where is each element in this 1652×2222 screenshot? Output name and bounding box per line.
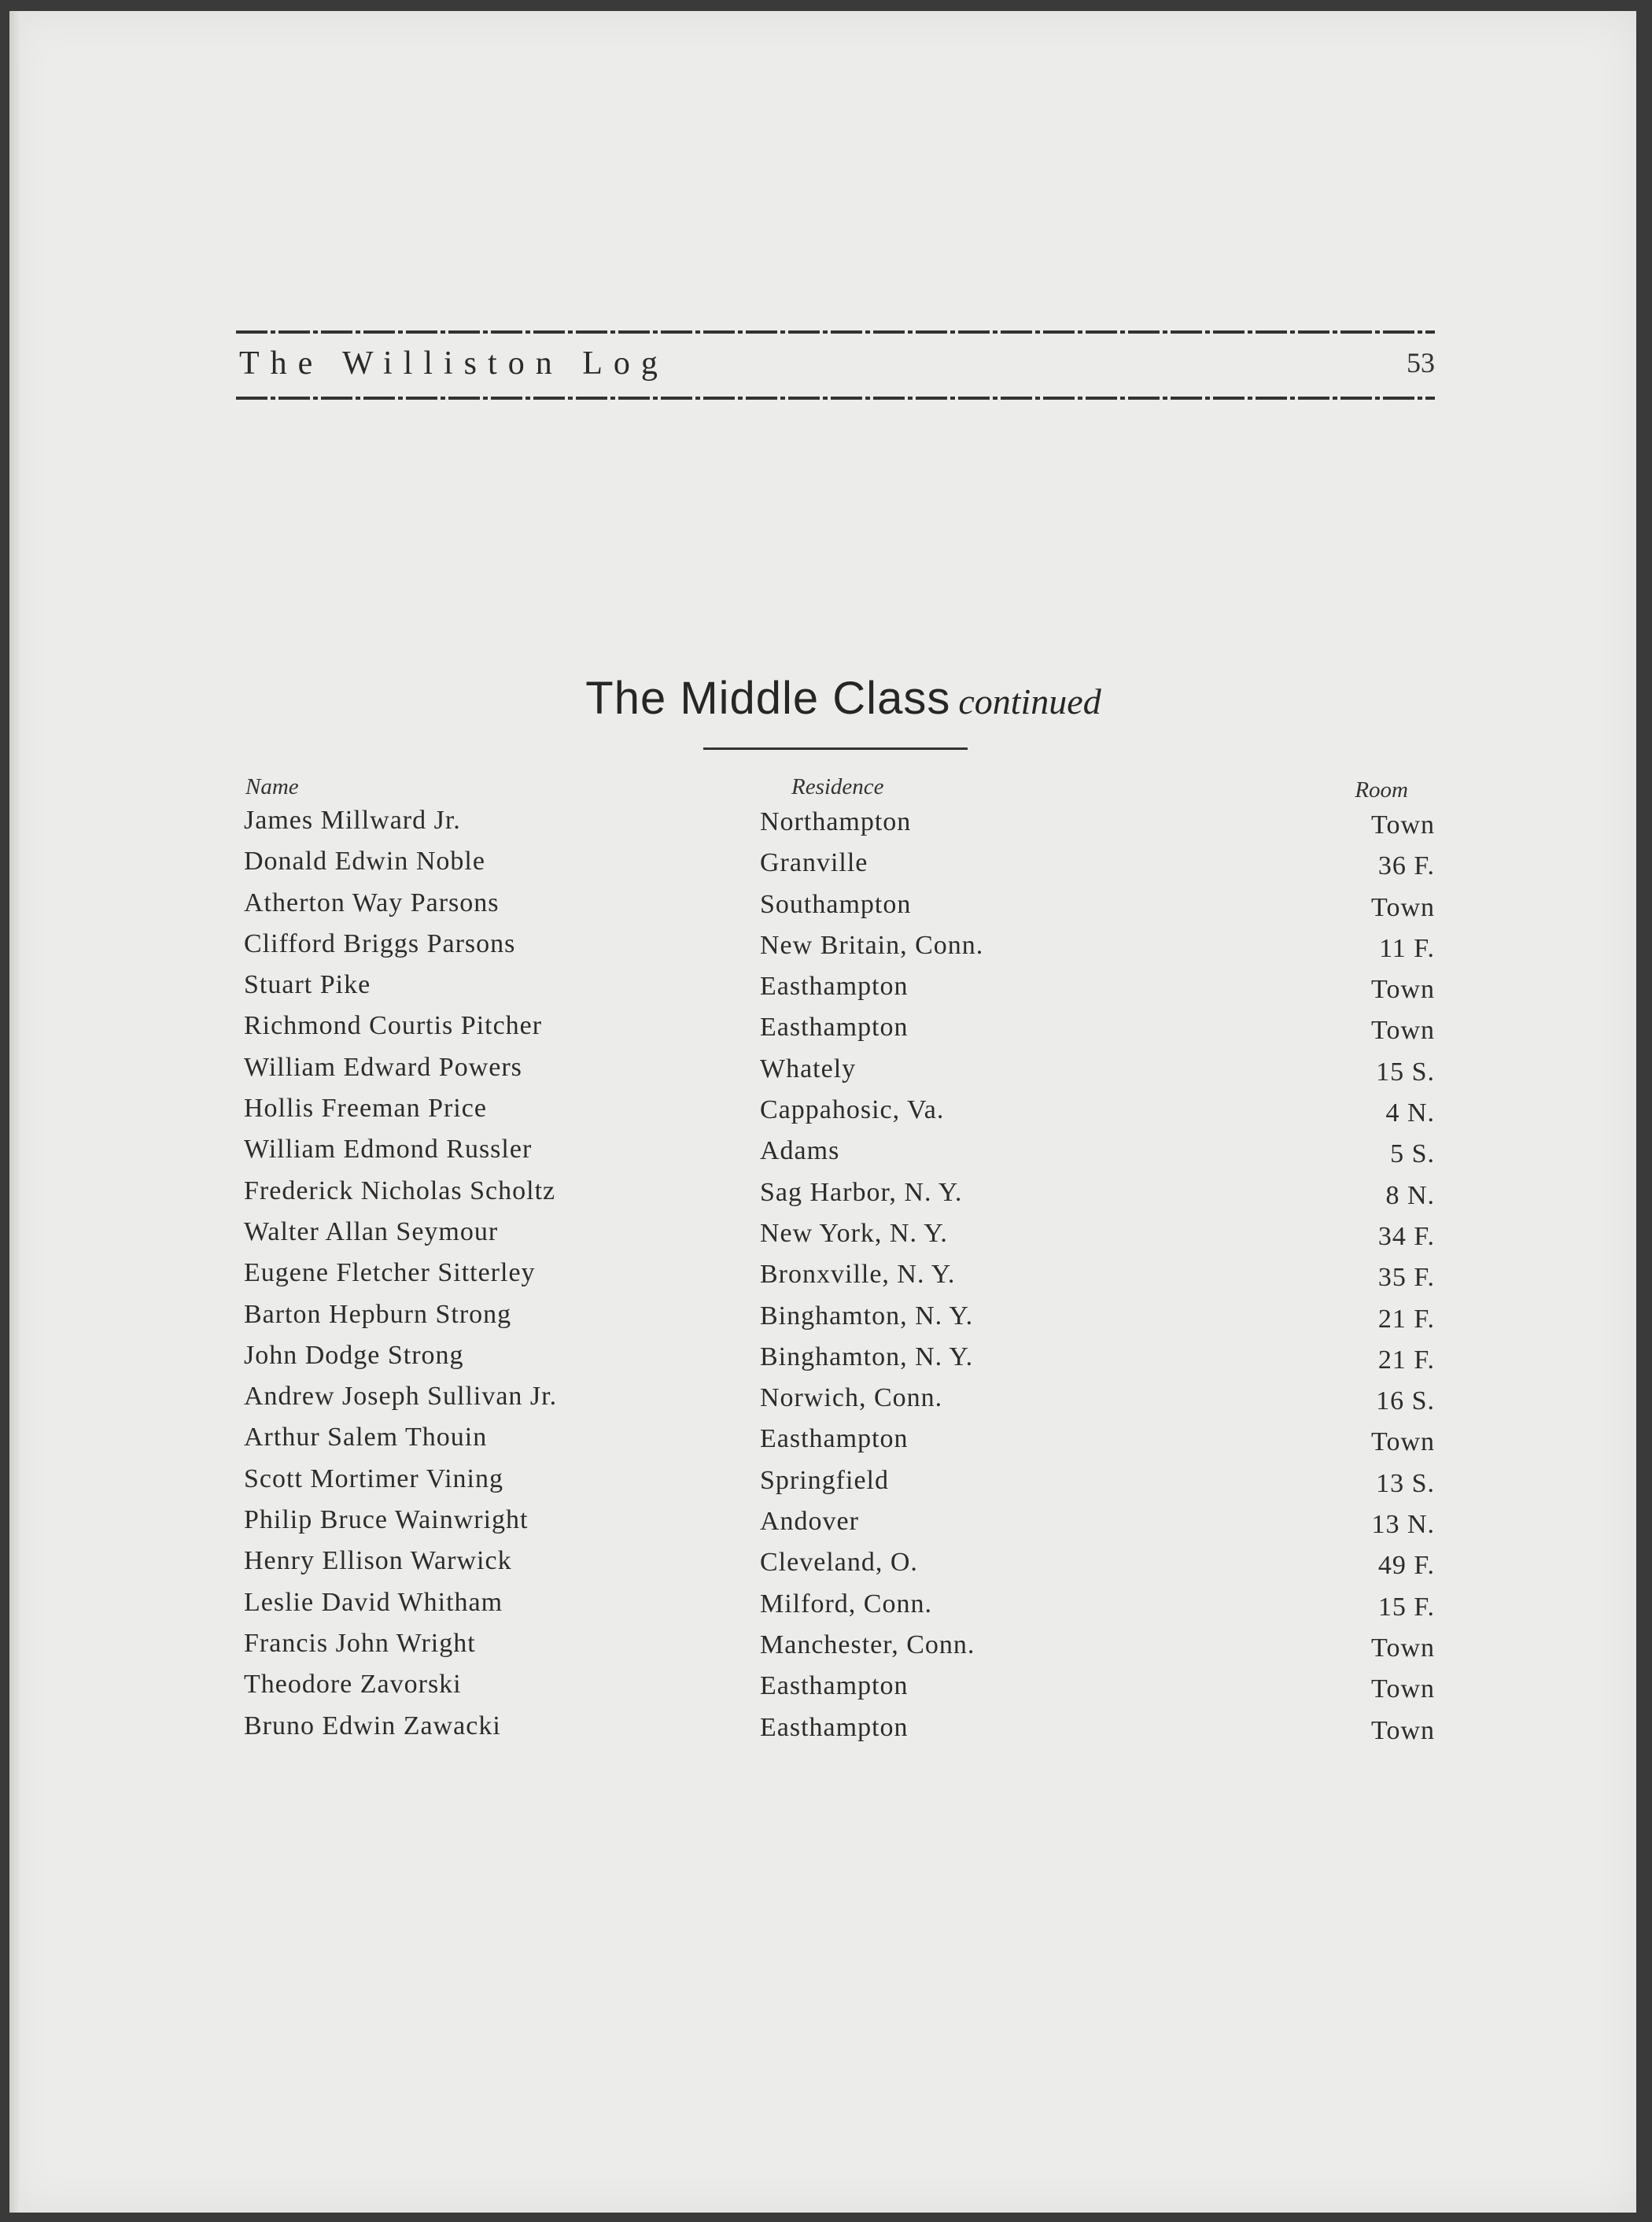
student-room: Town <box>1371 810 1435 840</box>
student-name: Richmond Courtis Pitcher <box>244 1011 543 1041</box>
student-name: Donald Edwin Noble <box>244 847 485 877</box>
section-title <box>544 672 1142 725</box>
student-room: 21 F. <box>1377 1304 1435 1334</box>
student-residence: New Britain, Conn. <box>760 930 984 960</box>
student-residence: Easthampton <box>760 1671 909 1701</box>
roster-row <box>244 1006 1440 1047</box>
roster-row <box>244 1541 1440 1582</box>
student-name: Theodore Zavorski <box>244 1670 462 1700</box>
roster-row <box>244 1172 1440 1213</box>
student-room: Town <box>1371 1674 1435 1704</box>
student-room: 11 F. <box>1379 933 1435 963</box>
section-title-main: The Middle Class <box>585 673 951 724</box>
student-residence: Springfield <box>760 1465 889 1495</box>
title-underline <box>703 747 968 750</box>
student-name: William Edward Powers <box>244 1052 522 1082</box>
column-header-residence: Residence <box>791 774 884 799</box>
student-residence: Northampton <box>760 807 912 836</box>
student-name: Atherton Way Parsons <box>244 888 500 917</box>
student-name: Stuart Pike <box>244 970 371 1000</box>
header-rule-top <box>236 330 1435 334</box>
student-room: 13 N. <box>1371 1510 1435 1540</box>
roster-row <box>244 1418 1440 1459</box>
roster-row <box>244 884 1440 925</box>
roster-row <box>244 1295 1440 1336</box>
student-residence: Milford, Conn. <box>760 1589 932 1619</box>
student-room: Town <box>1371 1427 1435 1457</box>
student-residence: Granville <box>760 848 868 878</box>
student-name: Walter Allan Seymour <box>244 1216 499 1246</box>
student-name: Francis John Wright <box>244 1628 476 1658</box>
roster-row <box>244 1048 1440 1089</box>
student-name: Eugene Fletcher Sitterley <box>244 1258 536 1288</box>
student-name: Henry Ellison Warwick <box>244 1546 512 1576</box>
student-name: Arthur Salem Thouin <box>244 1423 488 1452</box>
running-header <box>236 315 1435 408</box>
student-residence: Manchester, Conn. <box>760 1630 975 1659</box>
student-room: Town <box>1371 892 1435 922</box>
page-number: 53 <box>1407 347 1435 378</box>
document-page <box>9 11 1636 2213</box>
student-roster <box>244 801 1440 1748</box>
student-room: 16 S. <box>1376 1386 1435 1416</box>
student-name: Hollis Freeman Price <box>244 1094 487 1124</box>
student-room: Town <box>1371 1715 1435 1745</box>
student-residence: Southampton <box>760 889 912 919</box>
student-room: 5 S. <box>1390 1139 1435 1169</box>
student-room: Town <box>1371 975 1435 1005</box>
student-residence: Adams <box>760 1136 840 1166</box>
student-name: Clifford Briggs Parsons <box>244 928 516 958</box>
student-residence: Easthampton <box>760 1424 909 1454</box>
student-name: Leslie David Whitham <box>244 1587 503 1617</box>
student-name: Scott Mortimer Vining <box>244 1463 503 1493</box>
column-header-name: Name <box>245 774 299 799</box>
student-residence: New York, N. Y. <box>760 1218 948 1248</box>
roster-row <box>244 1253 1440 1294</box>
header-rule-bottom <box>236 397 1435 400</box>
student-residence: Easthampton <box>760 972 909 1002</box>
student-residence: Easthampton <box>760 1712 909 1742</box>
student-room: 34 F. <box>1377 1221 1435 1251</box>
student-room: 36 F. <box>1377 851 1435 881</box>
roster-row <box>244 1336 1440 1377</box>
roster-row <box>244 965 1440 1006</box>
roster-row <box>244 1583 1440 1624</box>
student-residence: Binghamton, N. Y. <box>760 1342 974 1371</box>
student-name: Frederick Nicholas Scholtz <box>244 1176 556 1205</box>
binding-edge <box>9 11 20 2213</box>
roster-row <box>244 1089 1440 1130</box>
student-name: Bruno Edwin Zawacki <box>244 1711 501 1740</box>
student-name: James Millward Jr. <box>244 806 461 835</box>
student-residence: Easthampton <box>760 1013 909 1043</box>
roster-row <box>244 1377 1440 1418</box>
roster-row <box>244 1130 1440 1171</box>
student-room: 15 S. <box>1376 1057 1435 1087</box>
student-residence: Cleveland, O. <box>760 1548 918 1578</box>
student-residence: Sag Harbor, N. Y. <box>760 1177 963 1207</box>
student-residence: Cappahosic, Va. <box>760 1095 945 1125</box>
student-name: William Edmond Russler <box>244 1135 533 1165</box>
student-room: 21 F. <box>1377 1345 1435 1375</box>
student-room: Town <box>1371 1016 1435 1046</box>
roster-row <box>244 801 1440 842</box>
roster-row <box>244 842 1440 883</box>
roster-row <box>244 1213 1440 1253</box>
student-room: 35 F. <box>1377 1263 1435 1293</box>
student-room: 4 N. <box>1385 1098 1435 1128</box>
student-room: 8 N. <box>1385 1180 1435 1210</box>
student-name: Philip Bruce Wainwright <box>244 1505 529 1535</box>
roster-row <box>244 1624 1440 1665</box>
student-room: 49 F. <box>1377 1551 1435 1581</box>
student-name: John Dodge Strong <box>244 1340 464 1370</box>
student-residence: Binghamton, N. Y. <box>760 1301 974 1331</box>
roster-row <box>244 1500 1440 1541</box>
student-room: Town <box>1371 1633 1435 1663</box>
student-room: 15 F. <box>1377 1592 1435 1622</box>
roster-row <box>244 1460 1440 1500</box>
section-title-continued: continued <box>958 681 1101 722</box>
student-residence: Norwich, Conn. <box>760 1383 943 1413</box>
student-residence: Andover <box>760 1507 859 1537</box>
roster-row <box>244 925 1440 965</box>
student-residence: Whately <box>760 1054 857 1083</box>
student-residence: Bronxville, N. Y. <box>760 1260 956 1290</box>
header-title: The Williston Log <box>239 345 669 382</box>
student-name: Barton Hepburn Strong <box>244 1299 512 1329</box>
column-header-room: Room <box>1355 777 1408 803</box>
student-room: 13 S. <box>1376 1468 1435 1498</box>
roster-row <box>244 1707 1440 1748</box>
student-name: Andrew Joseph Sullivan Jr. <box>244 1382 558 1412</box>
roster-row <box>244 1665 1440 1706</box>
